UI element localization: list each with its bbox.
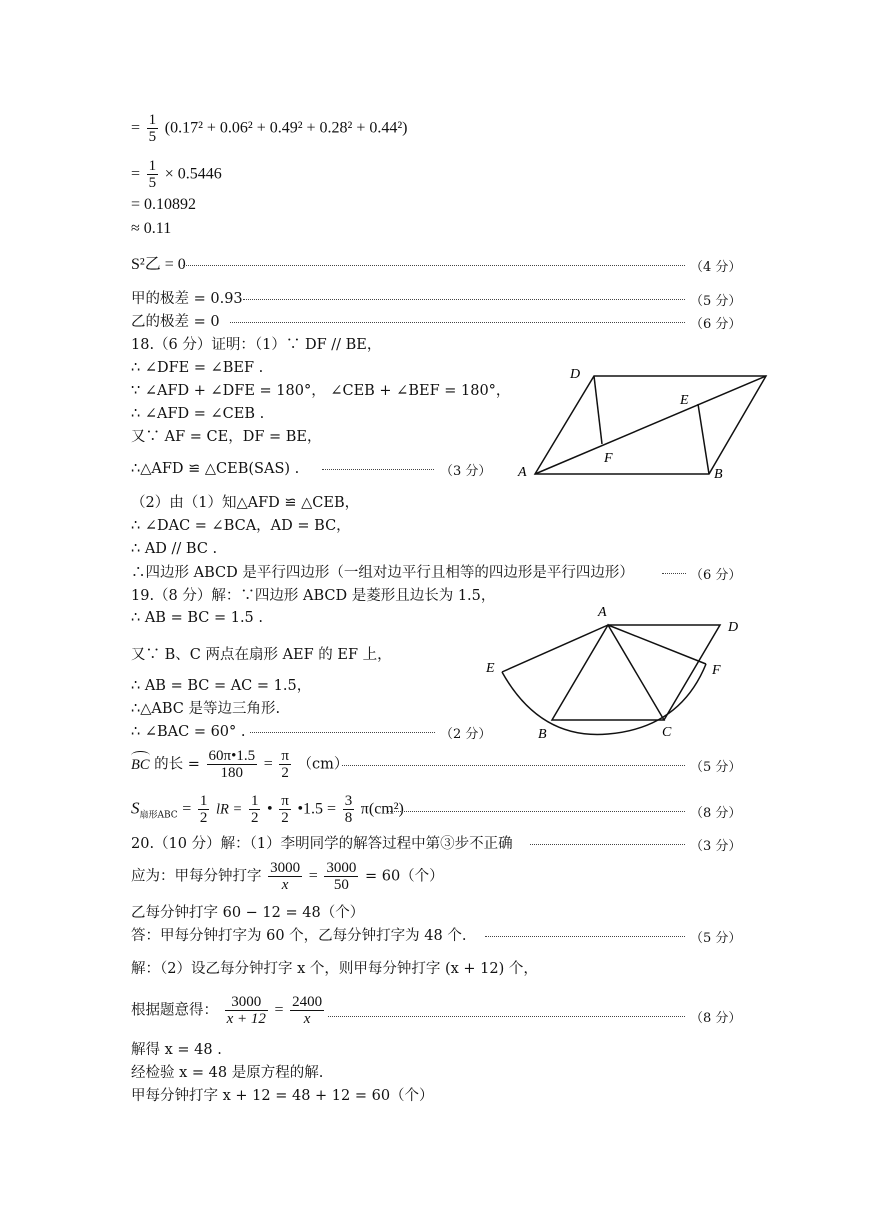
leader-dots	[388, 801, 685, 812]
label-F: F	[712, 663, 721, 678]
q20-p2-line-2: 根据题意得： $\frac{3000}{x + 12}$ = $\frac{2400}{x}$	[131, 994, 323, 1027]
leader-dots	[530, 834, 685, 845]
q18-line-5: ∴△AFD ≌ △CEB(SAS) .	[131, 461, 300, 477]
s-yi-line: S²乙 = 0	[131, 256, 186, 273]
variance-line-1: = $\frac{1}{5}$ (0.17² + 0.06² + 0.49² + 0.28² + 0.44²)	[131, 112, 408, 145]
q18-header: 18.（6 分）证明：（1）∵ DF // BE，	[131, 337, 382, 353]
fraction-2400-x: $\frac{2400}{x}$	[292, 994, 323, 1027]
q19-line-1: ∴ AB = BC = 1.5 .	[131, 610, 263, 626]
q20-p2-line-1: 解：（2）设乙每分钟打字 x 个，则甲每分钟打字 (x + 12) 个，	[131, 961, 538, 977]
label-C: C	[662, 725, 672, 740]
parallelogram-figure	[510, 360, 780, 485]
score-2: （2 分）	[440, 727, 492, 742]
q20-header: 20.（10 分）解：（1）李明同学的解答过程中第③步不正确	[131, 836, 513, 852]
leader-dots	[250, 722, 435, 733]
q20-p2-line-3: 解得 x = 48 .	[131, 1042, 222, 1058]
label-B: B	[714, 467, 723, 482]
fraction-3000-x12: $\frac{3000}{x + 12}$	[226, 994, 266, 1027]
variance-line-4: ≈ 0.11	[131, 220, 172, 237]
label-E: E	[680, 393, 689, 408]
fraction-one-fifth-2: $\frac{1}{5}$	[148, 158, 157, 191]
leader-dots	[662, 563, 686, 574]
leader-dots	[342, 755, 685, 766]
arc-bc-symbol: BC	[131, 756, 150, 773]
q19-arc-length-line: BC 的长 = $\frac{60\pi•1.5}{180}$ = $\frac{\pi}{2}$ （cm）	[131, 748, 349, 781]
q18-p2-line-1: （2）由（1）知△AFD ≌ △CEB，	[131, 495, 360, 511]
fraction-pi-half-2: $\frac{\pi}{2}$	[281, 793, 289, 826]
q20-line-3: 答：甲每分钟打字为 60 个，乙每分钟打字为 48 个.	[131, 928, 467, 944]
score-8b: （8 分）	[690, 1011, 742, 1026]
leader-dots	[328, 1006, 685, 1017]
label-F: F	[604, 451, 613, 466]
label-A: A	[518, 465, 527, 480]
label-E: E	[486, 661, 495, 676]
score-5c: （5 分）	[690, 931, 742, 946]
score-5b: （5 分）	[690, 760, 742, 775]
variance-line-3: = 0.10892	[131, 196, 197, 213]
q19-line-4: ∴△ABC 是等边三角形.	[131, 701, 281, 717]
fraction-half-2: $\frac{1}{2}$	[250, 793, 259, 826]
fraction-three-eighths: $\frac{3}{8}$	[344, 793, 353, 826]
q19-line-3: ∴ AB = BC = AC = 1.5，	[131, 678, 312, 694]
fraction-3000-50: $\frac{3000}{50}$	[326, 860, 357, 893]
q19-sector-area-line: $S_{扇形ABC}$ = $\frac{1}{2}$ lR = $\frac{1}{2}$ • $\frac{\pi}{2}$ •1.5 = $\frac{3}{8}$ π(cm²)	[131, 793, 404, 826]
score-6: （6 分）	[690, 317, 742, 332]
fraction-half: $\frac{1}{2}$	[199, 793, 208, 826]
score-5: （5 分）	[690, 294, 742, 309]
fraction-pi-half: $\frac{\pi}{2}$	[281, 748, 289, 781]
q20-line-2: 乙每分钟打字 60 − 12 = 48（个）	[131, 905, 365, 921]
q19-line-2: 又∵ B、C 两点在扇形 AEF 的 EF 上，	[131, 647, 392, 663]
q19-header: 19.（8 分）解：∵四边形 ABCD 是菱形且边长为 1.5，	[131, 588, 496, 604]
label-D: D	[728, 620, 739, 635]
q18-p2-line-2: ∴ ∠DAC = ∠BCA，AD = BC，	[131, 518, 351, 534]
score-6b: （6 分）	[690, 568, 742, 583]
score-8: （8 分）	[690, 806, 742, 821]
fraction-3000-x: $\frac{3000}{x}$	[270, 860, 301, 893]
leader-dots	[322, 459, 434, 470]
label-D: D	[570, 367, 581, 382]
score-4: （4 分）	[690, 260, 742, 275]
q19-line-5: ∴ ∠BAC = 60° .	[131, 724, 246, 740]
variance-line-2: = $\frac{1}{5}$ × 0.5446	[131, 158, 222, 191]
fraction-arc-length: $\frac{60\pi•1.5}{180}$	[208, 748, 256, 781]
label-B: B	[538, 727, 547, 742]
q18-line-1: ∴ ∠DFE = ∠BEF .	[131, 360, 264, 376]
range-yi-line: 乙的极差 = 0	[131, 314, 220, 330]
q18-p2-line-3: ∴ AD // BC .	[131, 541, 218, 557]
score-3b: （3 分）	[690, 839, 742, 854]
q18-line-4: 又∵ AF = CE，DF = BE，	[131, 429, 322, 445]
q20-line-1: 应为：甲每分钟打字 $\frac{3000}{x}$ = $\frac{3000}{50}$ = 60（个）	[131, 860, 444, 893]
leader-dots	[230, 312, 685, 323]
q18-p2-line-4: ∴四边形 ABCD 是平行四边形（一组对边平行且相等的四边形是平行四边形）	[131, 565, 634, 581]
q18-line-3: ∴ ∠AFD = ∠CEB .	[131, 406, 265, 422]
q18-line-2: ∵ ∠AFD + ∠DFE = 180°， ∠CEB + ∠BEF = 180°，	[131, 383, 511, 399]
label-A: A	[598, 605, 607, 620]
leader-dots	[183, 255, 685, 266]
leader-dots	[485, 926, 685, 937]
q20-p2-line-5: 甲每分钟打字 x + 12 = 48 + 12 = 60（个）	[131, 1088, 434, 1104]
sector-rhombus-figure	[480, 600, 750, 745]
range-jia-line: 甲的极差 = 0.93	[131, 291, 243, 307]
q20-p2-line-4: 经检验 x = 48 是原方程的解.	[131, 1065, 324, 1081]
score-3: （3 分）	[440, 464, 492, 479]
leader-dots	[243, 289, 685, 300]
fraction-one-fifth: $\frac{1}{5}$	[148, 112, 157, 145]
